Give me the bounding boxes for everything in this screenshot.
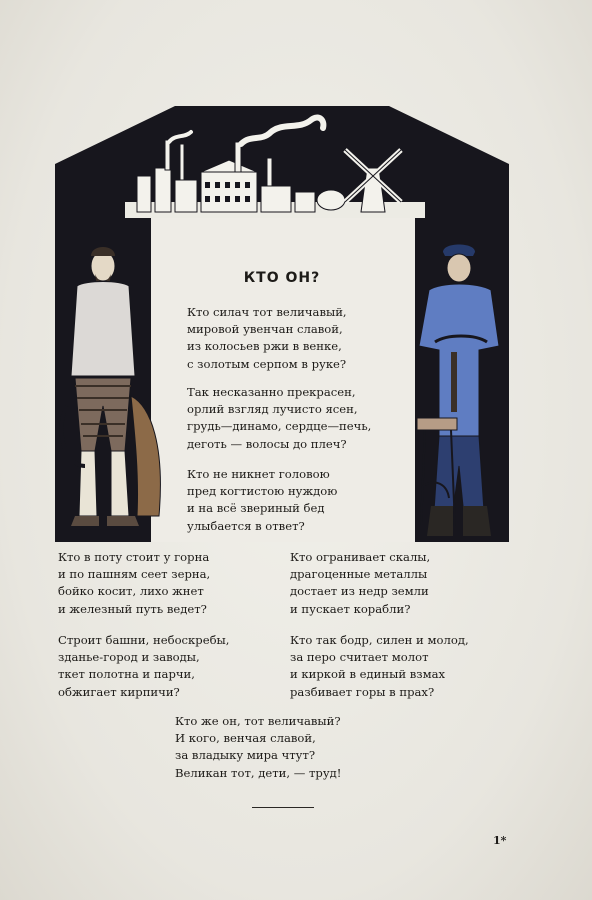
stanza-5 — [290, 549, 430, 618]
divider — [252, 807, 314, 808]
poem-line: Так несказанно прекрасен, — [187, 385, 356, 399]
poem-line: за владыку мира чтут? — [175, 748, 316, 763]
poem-line: драгоценные металлы — [290, 567, 428, 582]
stanza-3 — [187, 466, 337, 535]
stanza-2 — [187, 384, 371, 453]
poem-line: Кто в поту стоит у горна — [58, 550, 210, 564]
stanza-6 — [58, 632, 229, 701]
stanza-4 — [58, 549, 210, 618]
poem-line: и на всё звериный бед — [187, 501, 325, 516]
poem-line: Строит башни, небоскребы, — [58, 633, 230, 647]
poem-line: зданье-город и заводы, — [58, 650, 200, 665]
stanza-1 — [187, 304, 347, 373]
poem-line: ткет полотна и парчи, — [58, 667, 195, 682]
page-number: 1* — [493, 834, 507, 847]
poem-line: грудь—динамо, сердце—печь, — [187, 419, 372, 434]
poem-line: достает из недр земли — [290, 584, 429, 599]
poem-line: Кто не никнет головою — [187, 467, 330, 481]
poem-line: за перо считает молот — [290, 650, 429, 665]
poem-line: Кто огранивает скалы, — [290, 550, 431, 564]
poem-line: и железный путь ведет? — [58, 601, 207, 616]
poem-line: и пускает корабли? — [290, 601, 411, 616]
poem-line: из колосьев ржи в венке, — [187, 339, 342, 354]
poem-line: с золотым серпом в руке? — [187, 356, 347, 371]
poem-line: Кто силач тот величавый, — [187, 305, 347, 319]
poem-line: пред когтистою нуждою — [187, 484, 338, 499]
poem-line: Кто так бодр, силен и молод, — [290, 633, 469, 647]
stanza-7 — [290, 632, 469, 701]
poem-title: КТО ОН? — [243, 270, 321, 286]
poem-line: разбивает горы в прах? — [290, 684, 435, 699]
poem-line: улыбается в ответ? — [187, 518, 305, 533]
poem-line: деготь — волосы до плеч? — [187, 436, 347, 451]
poem-line: бойко косит, лихо жнет — [58, 584, 204, 599]
poem-line: И кого, венчая славой, — [175, 731, 316, 746]
poem-line: Кто же он, тот величавый? — [175, 714, 341, 728]
poem-line: и по пашням сеет зерна, — [58, 567, 211, 582]
poem-line: и киркой в единый взмах — [290, 667, 446, 682]
poem-line: орлий взгляд лучисто ясен, — [187, 402, 358, 417]
stanza-8 — [175, 713, 341, 782]
poem-line: мировой увенчан славой, — [187, 322, 343, 337]
poem-line: обжигает кирпичи? — [58, 684, 180, 699]
poem-line: Великан тот, дети, — труд! — [175, 765, 342, 780]
